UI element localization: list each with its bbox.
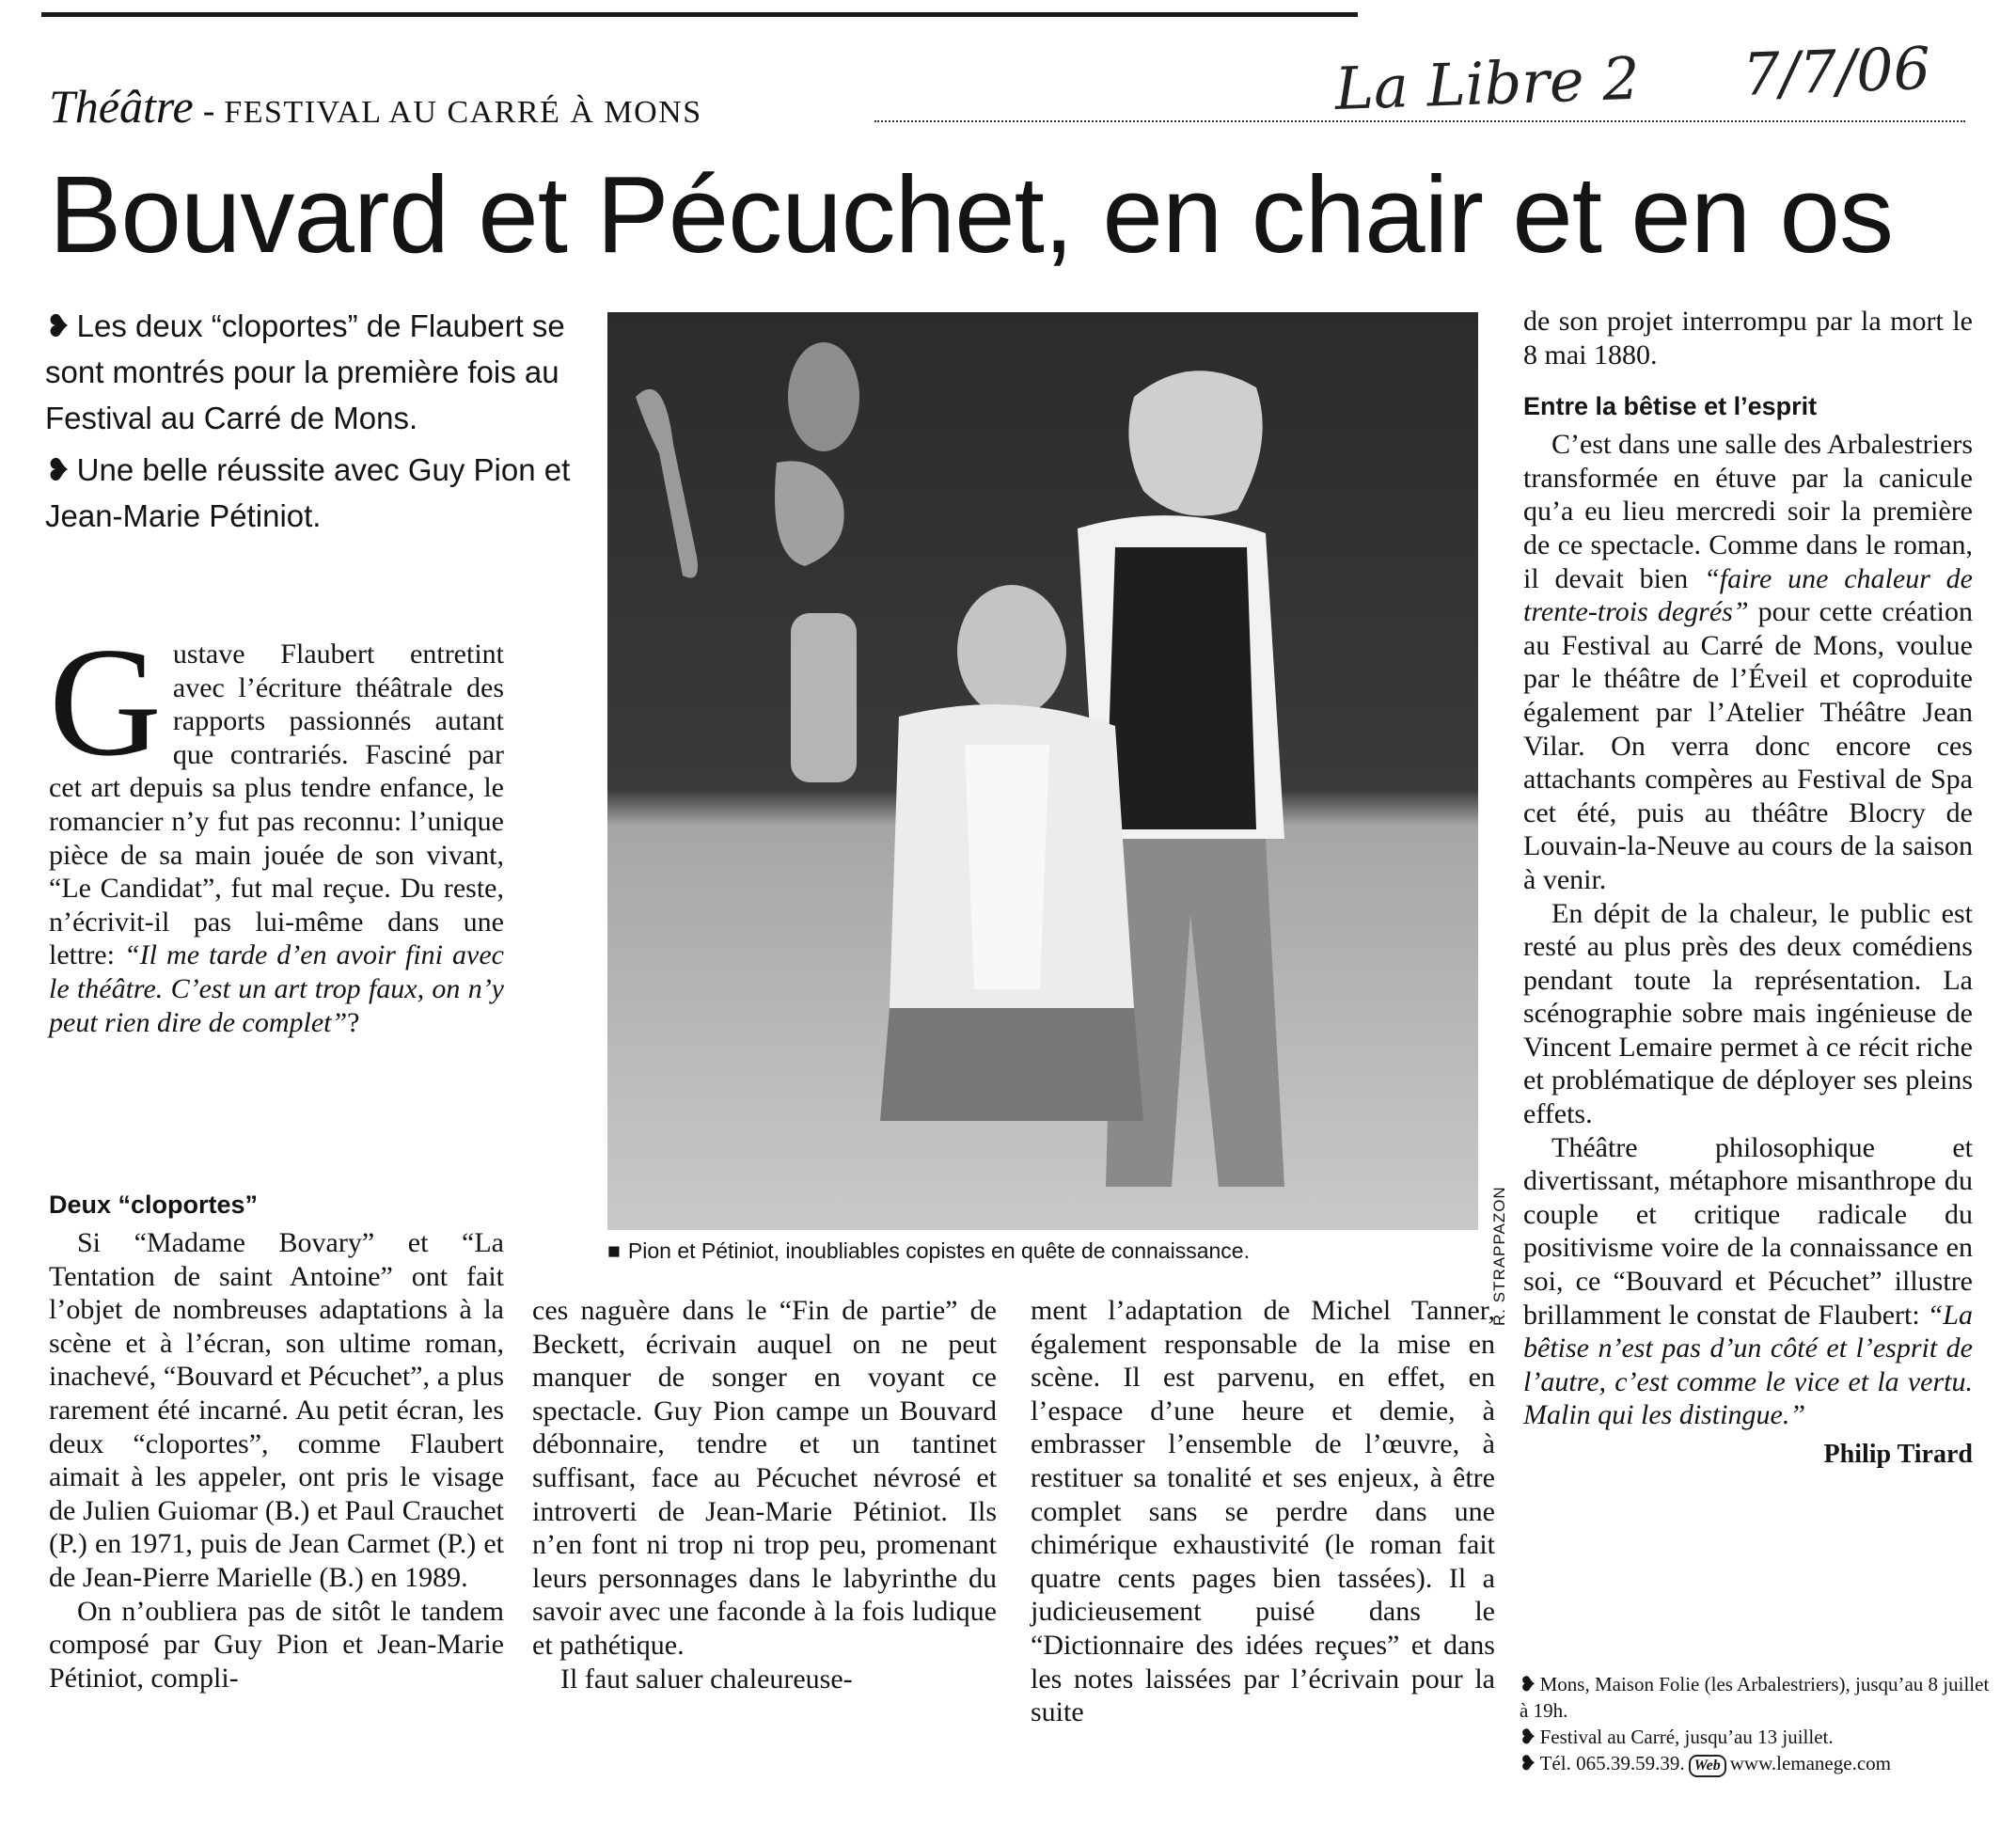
info-text: Festival au Carré, jusqu’au 13 juillet. xyxy=(1539,1726,1834,1748)
body-paragraph-continued: ment l’adaptation de Michel Tanner, également responsable de la mise en scène. Il est parvenu, en effet, en l’espace d’une heure et demie, à embrasser l’ensemble de l’œuvre, à restituer sa tonalité et ses enjeux, à être complet sans se perdre dans une chimérique exhaustivité (le roman fait quatre cents pages bien tassées). Il a judicieusement puisé dans le “Dictionnaire des idées reçues” et dans les notes laissées par l’écrivain pour la suite xyxy=(1031,1295,1495,1728)
body-paragraph: On n’oubliera pas de sitôt le tandem composé par Guy Pion et Jean-Marie Pétiniot, compli- xyxy=(49,1595,504,1694)
body-paragraph xyxy=(1523,428,1973,896)
info-line xyxy=(1520,1724,1990,1750)
handwritten-date: 7/7/06 xyxy=(1741,33,1932,109)
skeleton-bone-shape xyxy=(636,389,698,578)
caption-square-icon: ■ xyxy=(607,1238,621,1263)
intro-end: ? xyxy=(347,1006,360,1038)
photo-caption-text: Pion et Pétiniot, inoubliables copistes en quête de connaissance. xyxy=(627,1238,1250,1263)
top-rule xyxy=(41,12,1358,17)
section-label: Théâtre xyxy=(49,80,194,133)
actor-standing-vest xyxy=(1106,547,1256,829)
anatomy-spine-shape xyxy=(791,613,857,782)
subheading-betise: Entre la bêtise et l’esprit xyxy=(1523,392,1818,421)
article-column-1-top xyxy=(49,615,504,1039)
intro-text: ustave Flaubert entretint avec l’écriture théâtrale des rapports passionnés autant que contrariés. Fasciné par cet art depuis sa plus tendre enfance, le romancier n’y fut pas reconnu: l’unique pièce de sa main jouée de son vivant, “Le Candidat”, fut mal reçue. Du reste, n’écrivit-il pas lui-même dans une lettre: xyxy=(49,639,504,971)
article-column-2 xyxy=(532,1294,997,1695)
anatomy-skull-shape xyxy=(788,342,859,451)
photo-credit: R. STRAPPAZON xyxy=(1490,1186,1508,1326)
body-text: C’est dans une salle des Arbalestriers transformée en étuve par la canicule qu’a eu lieu mercredi soir la première de ce spectacle. Comme dans le roman, il devait bien xyxy=(1523,429,1973,594)
bullet-marker-icon: ❥ xyxy=(1520,1726,1536,1748)
lead-summary xyxy=(45,303,572,544)
practical-info xyxy=(1520,1671,1990,1777)
article-column-4 xyxy=(1523,305,1973,1472)
intro-paragraph xyxy=(49,615,504,1039)
article-column-1-bottom xyxy=(49,1170,504,1695)
info-text: Mons, Maison Folie (les Arbalestriers), jusqu’au 8 juillet à 19h. xyxy=(1520,1673,1990,1722)
event-label: FESTIVAL AU CARRÉ À MONS xyxy=(224,95,702,130)
section-kicker xyxy=(49,79,876,134)
stage-photo-illustration xyxy=(607,312,1478,1230)
byline: Philip Tirard xyxy=(1823,1440,1973,1469)
kicker-dash: - xyxy=(202,91,215,131)
anatomy-organ-shape xyxy=(775,461,844,566)
lead-bullet-text: Une belle réussite avec Guy Pion et Jean-Marie Pétiniot. xyxy=(45,452,571,533)
handwritten-publication: La Libre 2 xyxy=(1333,43,1641,123)
lead-bullet-text: Les deux “cloportes” de Flaubert se sont montrés pour la première fois au Festival au Carré de Mons. xyxy=(45,308,565,435)
lead-bullet xyxy=(45,447,572,539)
handwritten-annotation xyxy=(1333,33,1932,139)
actor-kneeling-legs xyxy=(880,1008,1143,1121)
intro-quote: “Il me tarde d’en avoir fini avec le théâtre. C’est un art trop faux, on n’y peut rien dire de complet” xyxy=(49,939,504,1038)
actor-kneeling-book xyxy=(965,745,1049,989)
lead-bullet xyxy=(45,303,572,441)
info-phone: Tél. 065.39.59.39. xyxy=(1539,1752,1685,1774)
bullet-marker-icon: ❥ xyxy=(1520,1752,1536,1774)
bullet-marker-icon: ❥ xyxy=(45,308,71,343)
actor-standing-head xyxy=(1128,371,1262,515)
bullet-marker-icon: ❥ xyxy=(1520,1673,1536,1695)
body-text: pour cette création au Festival au Carré de Mons, voulue par le théâtre de l’Éveil et coproduite également par l’Atelier Théâtre Jean Vilar. On verra donc encore ces attachants compères au Festival de Spa cet été, puis au théâtre Blocry de Louvain-la-Neuve au cours de la saison à venir. xyxy=(1523,596,1973,895)
body-paragraph-continued: de son projet interrompu par la mort le 8 mai 1880. xyxy=(1523,306,1973,371)
drop-cap: G xyxy=(49,615,162,788)
body-paragraph: En dépit de la chaleur, le public est resté au plus près des deux comédiens pendant toute la représentation. La scénographie sobre mais ingénieuse de Vincent Lemaire permet à ce récit riche et problématique de déployer ses pleins effets. xyxy=(1523,897,1973,1130)
article-photo xyxy=(607,312,1478,1230)
body-quote: “faire une chaleur de trente-trois degrés” xyxy=(1523,562,1973,628)
body-paragraph-continued: ces naguère dans le “Fin de partie” de Beckett, écrivain auquel on ne peut manquer de songer en voyant ce spectacle. Guy Pion campe un Bouvard débonnaire, tendre et un tantinet suffisant, face au Pécuchet névrosé et introverti de Jean-Marie Pétiniot. Ils n’en font ni trop ni trop peu, promenant leurs personnages dans le labyrinthe du savoir avec une faconde à la fois ludique et pathétique. xyxy=(532,1295,997,1661)
web-badge-icon: Web xyxy=(1689,1755,1726,1777)
article-column-3 xyxy=(1031,1294,1495,1729)
body-text: Théâtre philosophique et divertissant, métaphore misanthrope du couple et critique radicale du positivisme voire de la connaissance en soi, ce “Bouvard et Pécuchet” illustre brillamment le constat de Flaubert: xyxy=(1523,1131,1973,1331)
info-line xyxy=(1520,1671,1990,1724)
headline: Bouvard et Pécuchet, en chair et en os xyxy=(49,153,1894,276)
body-paragraph: Si “Madame Bovary” et “La Tentation de saint Antoine” ont fait l’objet de nombreuses adaptations à la scène et à l’écran, son ultime roman, inachevé, “Bouvard et Pécuchet”, a plus rarement été incarné. Au petit écran, les deux “cloportes”, comme Flaubert aimait à les appeler, ont pris le visage de Julien Guiomar (B.) et Paul Crauchet (P.) en 1971, puis de Jean Carmet (P.) et de Jean-Pierre Marielle (B.) en 1989. xyxy=(49,1227,504,1593)
info-line xyxy=(1520,1750,1990,1777)
body-paragraph xyxy=(1523,1131,1973,1432)
info-url: www.lemanege.com xyxy=(1729,1752,1891,1774)
bullet-marker-icon: ❥ xyxy=(45,452,71,487)
photo-caption xyxy=(607,1238,1510,1264)
subheading-cloportes: Deux “cloportes” xyxy=(49,1190,259,1219)
actor-kneeling-head xyxy=(957,585,1066,717)
closing-quote: “La bêtise n’est pas d’un côté et l’esprit de l’autre, c’est comme le vice et la vertu. Malin qui les distingue.” xyxy=(1523,1299,1973,1431)
body-paragraph: Il faut saluer chaleureuse- xyxy=(560,1663,853,1695)
